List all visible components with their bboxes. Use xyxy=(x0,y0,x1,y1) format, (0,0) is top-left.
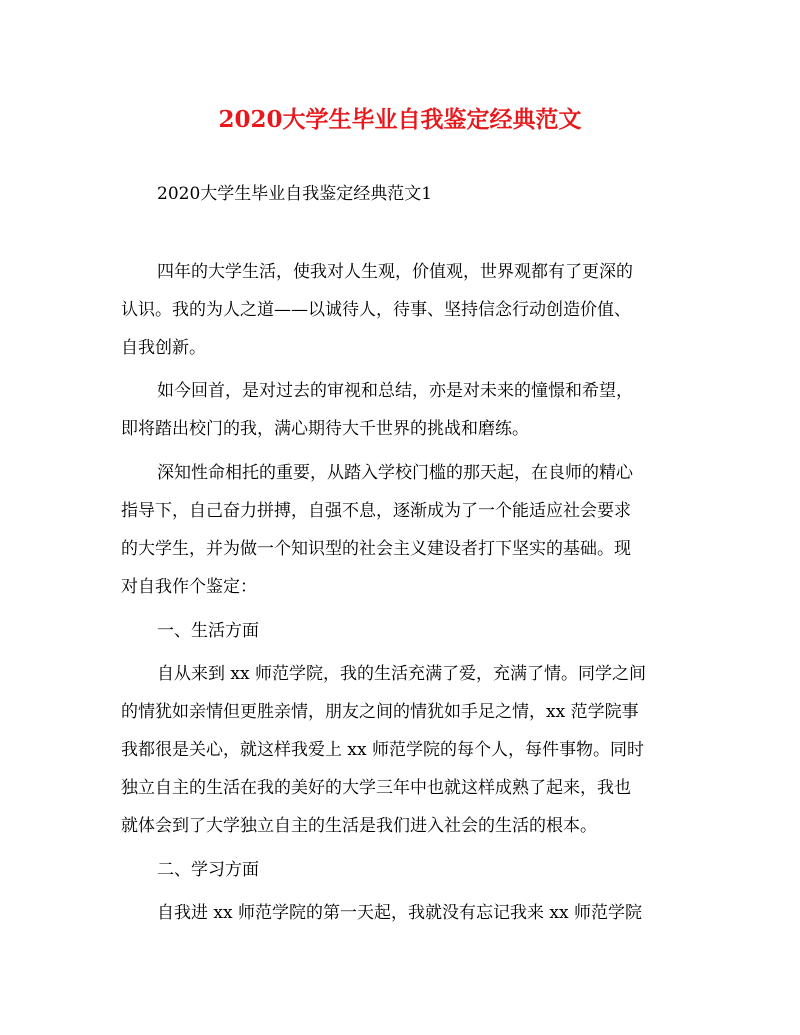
document-subtitle: 2020大学生毕业自我鉴定经典范文1 xyxy=(157,184,433,204)
section-heading: 二、学习方面 xyxy=(157,860,259,880)
paragraph-line: 指导下，自己奋力拼搏，自强不息，逐渐成为了一个能适应社会要求 xyxy=(121,501,631,521)
section-heading: 一、生活方面 xyxy=(157,621,259,641)
paragraph-line: 的情犹如亲情但更胜亲情，朋友之间的情犹如手足之情，xx 范学院事 xyxy=(121,702,639,722)
paragraph-line: 我都很是关心，就这样我爱上 xx 师范学院的每个人，每件事物。同时 xyxy=(121,740,644,760)
paragraph-line: 自从来到 xx 师范学院，我的生活充满了爱，充满了情。同学之间 xyxy=(157,664,646,684)
paragraph-line: 自我创新。 xyxy=(121,338,206,358)
paragraph-line: 即将踏出校门的我，满心期待大千世界的挑战和磨练。 xyxy=(121,419,529,439)
paragraph-line: 独立自主的生活在我的美好的大学三年中也就这样成熟了起来，我也 xyxy=(121,778,631,798)
paragraph-line: 深知性命相托的重要，从踏入学校门槛的那天起，在良师的精心 xyxy=(157,463,633,483)
paragraph-line: 如今回首，是对过去的审视和总结，亦是对未来的憧憬和希望， xyxy=(157,381,633,401)
paragraph-line: 认识。我的为人之道——以诚待人，待事、坚持信念行动创造价值、 xyxy=(121,300,631,320)
paragraph-line: 自我进 xx 师范学院的第一天起，我就没有忘记我来 xx 师范学院 xyxy=(157,903,642,923)
document-title: 2020大学生毕业自我鉴定经典范文 xyxy=(218,106,582,133)
paragraph-line: 就体会到了大学独立自主的生活是我们进入社会的生活的根本。 xyxy=(121,816,597,836)
paragraph-line: 对自我作个鉴定： xyxy=(121,577,257,597)
paragraph-line: 的大学生，并为做一个知识型的社会主义建设者打下坚实的基础。现 xyxy=(121,539,631,559)
paragraph-line: 四年的大学生活，使我对人生观，价值观，世界观都有了更深的 xyxy=(157,262,633,282)
